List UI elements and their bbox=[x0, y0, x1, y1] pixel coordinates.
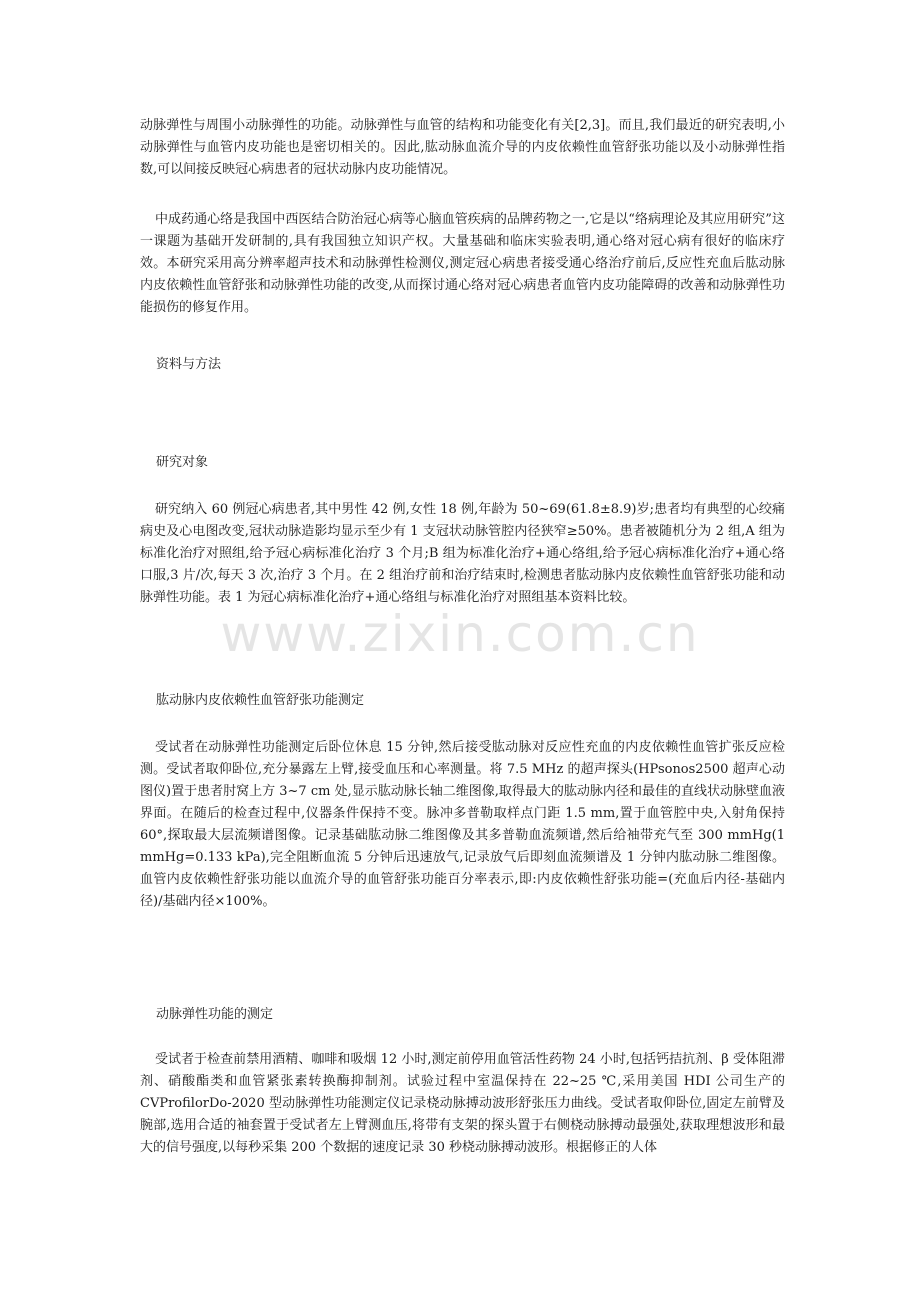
paragraph-fmd-measurement: 受试者在动脉弹性功能测定后卧位休息 15 分钟,然后接受肱动脉对反应性充血的内皮依赖性血管扩张反应检测。受试者取仰卧位,充分暴露左上臂,接受血压和心率测量。将 7.5 MHz 的超声探头(HPsonos2500 超声心动图仪)置于患者肘窝上方 3~7 cm 处,显示肱动脉长轴二维图像,取得最大的肱动脉内径和最佳的直线状动脉壁血液界面。在随后的检查过程中,仪器条件保持不变。脉冲多普勒取样点门距 1.5 mm,置于血管腔中央,入射角保持 60°,探取最大层流频谱图像。记录基础肱动脉二维图像及其多普勒血流频谱,然后给袖带充气至 300 mmHg(1 mmHg=0.133 kPa),完全阻断血流 5 分钟后迅速放气,记录放气后即刻血流频谱及 1 分钟内肱动脉二维图像。血管内皮依赖性舒张功能以血流介导的血管舒张功能百分率表示,即:内皮依赖性舒张功能=(充血后内径-基础内径)/基础内径×100%。 bbox=[140, 740, 785, 909]
heading-elasticity-measurement: 动脉弹性功能的测定 bbox=[156, 1007, 274, 1022]
paragraph-tongxinluo-background: 中成药通心络是我国中西医结合防治冠心病等心脑血管疾病的品牌药物之一,它是以“络病理论及其应用研究”这一课题为基础开发研制的,具有我国独立知识产权。大量基础和临床实验表明,通心络对冠心病有很好的临床疗效。本研究采用高分辨率超声技术和动脉弹性检测仪,测定冠心病患者接受通心络治疗前后,反应性充血后肱动脉内皮依赖性血管舒张和动脉弹性功能的改变,从而探讨通心络对冠心病患者血管内皮功能障碍的改善和动脉弹性功能损伤的修复作用。 bbox=[140, 212, 785, 315]
watermark: www.zixin.com.cn bbox=[220, 605, 700, 663]
heading-materials-methods: 资料与方法 bbox=[156, 357, 222, 372]
paragraph-study-subjects: 研究纳入 60 例冠心病患者,其中男性 42 例,女性 18 例,年龄为 50~69(61.8±8.9)岁;患者均有典型的心绞痛病史及心电图改变,冠状动脉造影均显示至少有 1 支冠状动脉管腔内径狭窄≥50%。患者被随机分为 2 组,A 组为标准化治疗对照组,给予冠心病标准化治疗 3 个月;B 组为标准化治疗+通心络组,给予冠心病标准化治疗+通心络口服,3 片/次,每天 3 次,治疗 3 个月。在 2 组治疗前和治疗结束时,检测患者肱动脉内皮依赖性血管舒张功能和动脉弹性功能。表 1 为冠心病标准化治疗+通心络组与标准化治疗对照组基本资料比较。 bbox=[140, 502, 785, 605]
paragraph-intro-continued: 动脉弹性与周围小动脉弹性的功能。动脉弹性与血管的结构和功能变化有关[2,3]。而且,我们最近的研究表明,小动脉弹性与血管内皮功能也是密切相关的。因此,肱动脉血流介导的内皮依赖性血管舒张功能以及小动脉弹性指数,可以间接反映冠心病患者的冠状动脉内皮功能情况。 bbox=[140, 118, 785, 177]
paragraph-elasticity-measurement: 受试者于检查前禁用酒精、咖啡和吸烟 12 小时,测定前停用血管活性药物 24 小时,包括钙拮抗剂、β 受体阻滞剂、硝酸酯类和血管紧张素转换酶抑制剂。试验过程中室温保持在 22~25 ℃,采用美国 HDI 公司生产的 CVProfilorDo-2020 型动脉弹性功能测定仪记录桡动脉搏动波形舒张压力曲线。受试者取仰卧位,固定左前臂及腕部,选用合适的袖套置于受试者左上臂测血压,将带有支架的探头置于右侧桡动脉搏动最强处,获取理想波形和最大的信号强度,以每秒采集 200 个数据的速度记录 30 秒桡动脉搏动波形。根据修正的人体 bbox=[140, 1052, 785, 1155]
heading-fmd-measurement: 肱动脉内皮依赖性血管舒张功能测定 bbox=[156, 693, 365, 708]
heading-study-subjects: 研究对象 bbox=[156, 455, 209, 470]
